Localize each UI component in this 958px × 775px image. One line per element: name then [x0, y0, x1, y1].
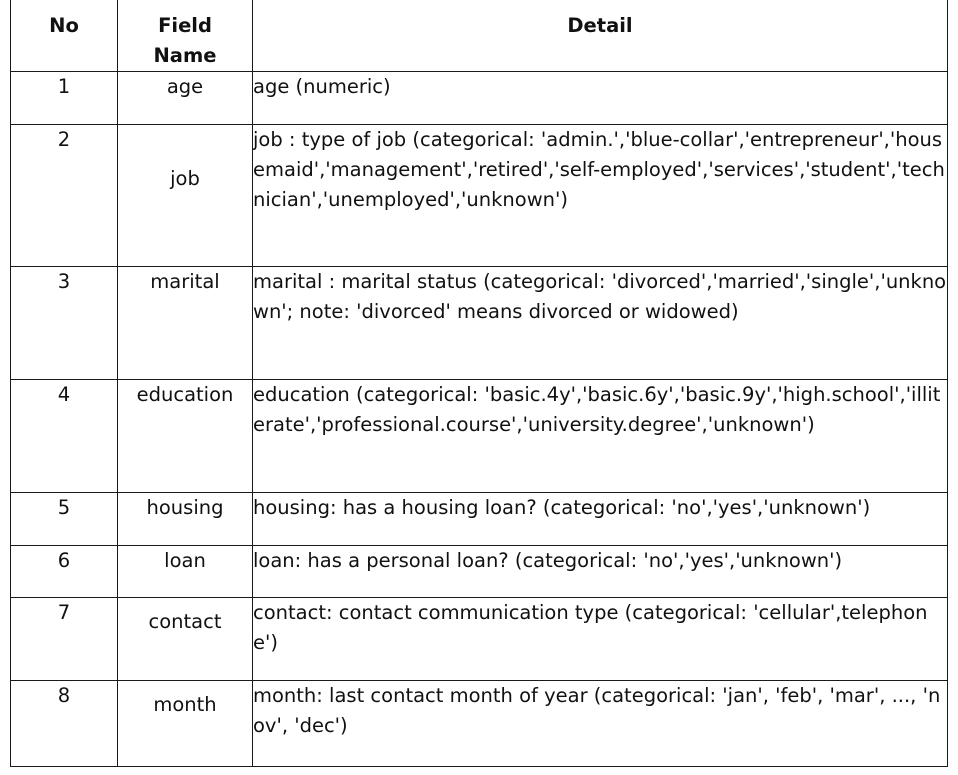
field-detail: month: last contact month of year (categorical: 'jan', 'feb', 'mar', ..., 'nov', 'dec')	[253, 681, 948, 767]
field-name: age	[118, 72, 253, 125]
field-detail: job : type of job (categorical: 'admin.','blue-collar','entrepreneur','housemaid','management','retired','self-employed','services','student','technician','unemployed','unknown')	[253, 125, 948, 267]
row-number: 4	[11, 380, 118, 493]
header-detail: Detail	[253, 0, 948, 72]
table-row	[11, 546, 948, 598]
row-number: 5	[11, 493, 118, 546]
table-row	[11, 598, 948, 681]
row-number: 8	[11, 681, 118, 767]
field-name: contact	[118, 598, 253, 681]
field-name: loan	[118, 546, 253, 598]
row-number: 7	[11, 598, 118, 681]
header-row	[11, 0, 948, 72]
field-detail: contact: contact communication type (categorical: 'cellular',telephone')	[253, 598, 948, 681]
header-field-name-line1: Field	[158, 14, 212, 37]
field-detail: marital : marital status (categorical: 'divorced','married','single','unknown'; note: 'divorced' means divorced or widowed)	[253, 267, 948, 380]
table-row	[11, 380, 948, 493]
header-no: No	[11, 0, 118, 72]
field-name: housing	[118, 493, 253, 546]
row-number: 2	[11, 125, 118, 267]
field-name: month	[118, 681, 253, 767]
table-row	[11, 681, 948, 767]
field-detail: loan: has a personal loan? (categorical: 'no','yes','unknown')	[253, 546, 948, 598]
field-name: education	[118, 380, 253, 493]
field-detail: education (categorical: 'basic.4y','basic.6y','basic.9y','high.school','illiterate','professional.course','university.degree','unknown')	[253, 380, 948, 493]
table-row	[11, 125, 948, 267]
table-row	[11, 72, 948, 125]
row-number: 6	[11, 546, 118, 598]
row-number: 1	[11, 72, 118, 125]
field-detail: age (numeric)	[253, 72, 948, 125]
table-row	[11, 267, 948, 380]
field-name: job	[118, 125, 253, 267]
row-number: 3	[11, 267, 118, 380]
field-name: marital	[118, 267, 253, 380]
field-detail: housing: has a housing loan? (categorical: 'no','yes','unknown')	[253, 493, 948, 546]
field-description-table	[10, 0, 948, 767]
header-field-name	[118, 0, 253, 72]
table-row	[11, 493, 948, 546]
header-field-name-line2: Name	[153, 44, 217, 67]
